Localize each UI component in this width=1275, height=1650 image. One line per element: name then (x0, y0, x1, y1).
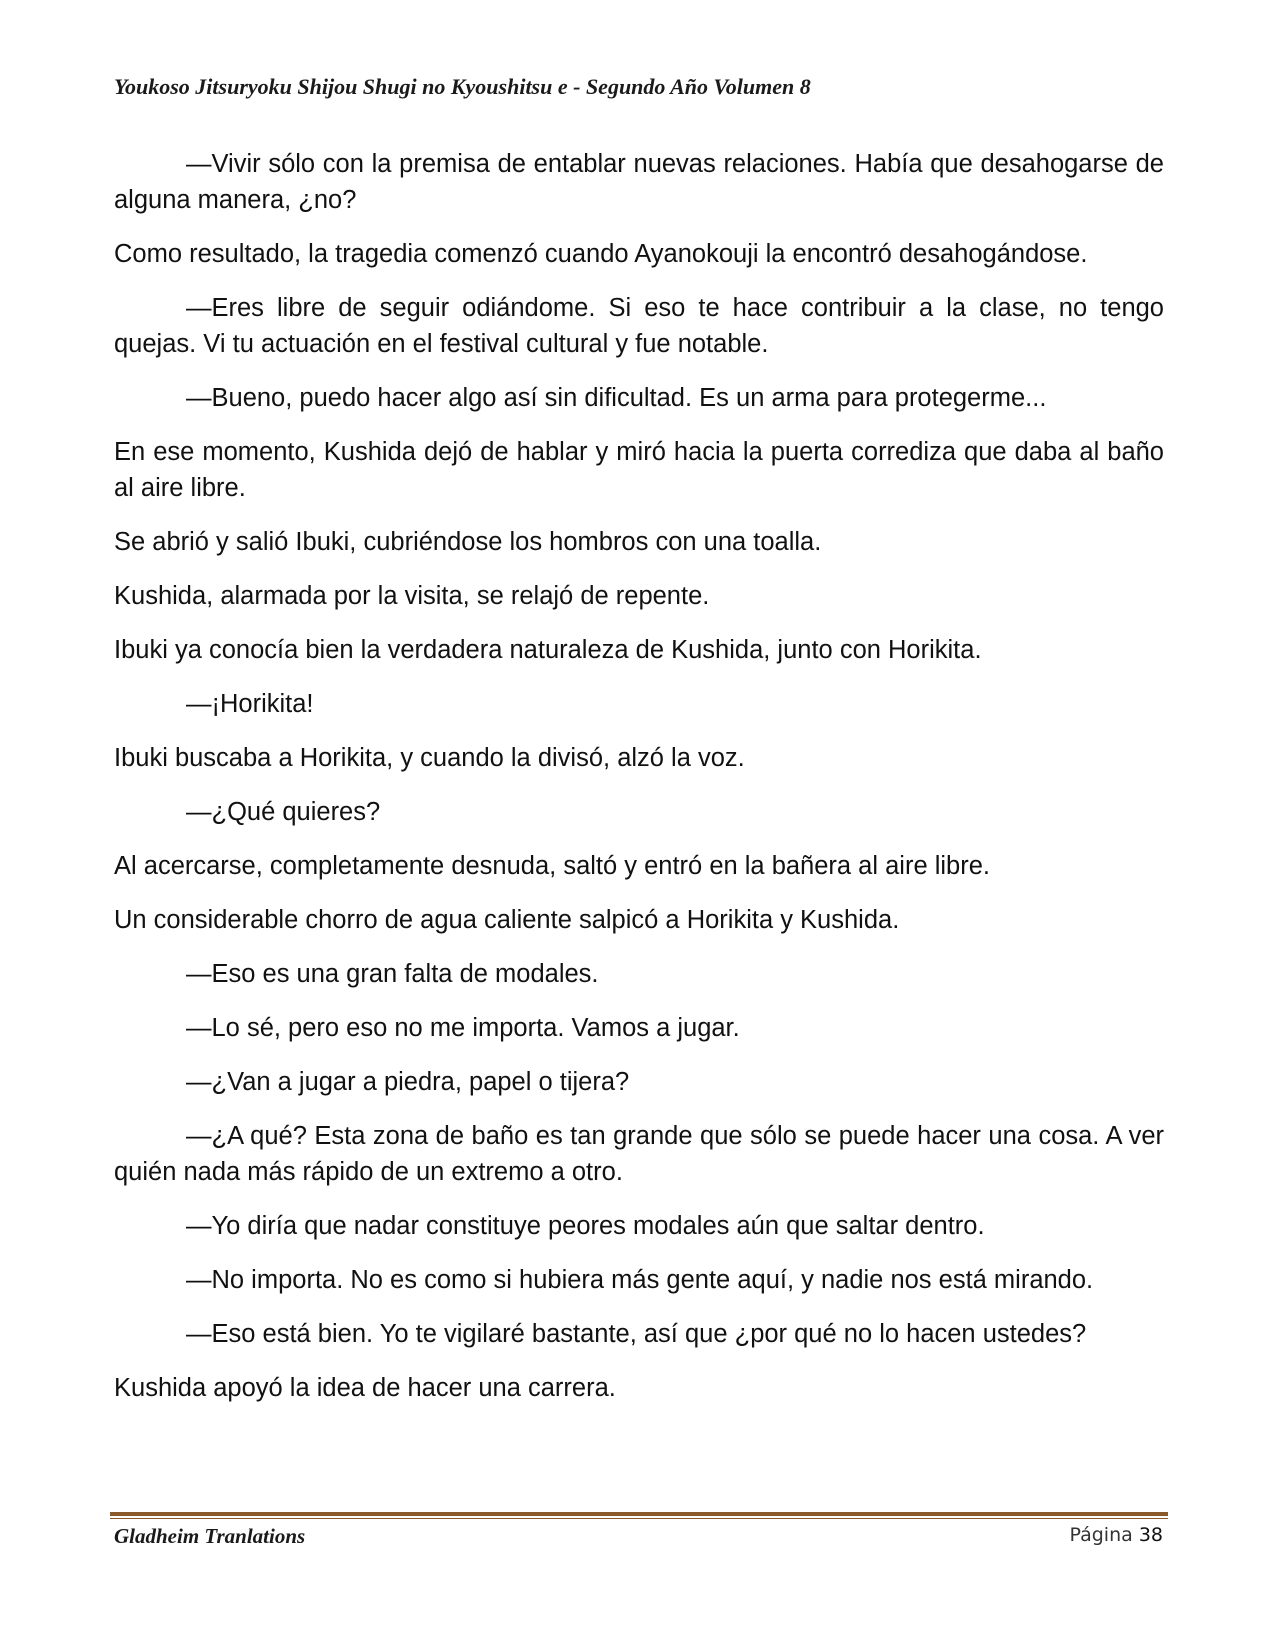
paragraph: —Eso está bien. Yo te vigilaré bastante, así que ¿por qué no lo hacen ustedes? (186, 1320, 1087, 1348)
paragraph: —¿Van a jugar a piedra, papel o tijera? (186, 1068, 630, 1096)
paragraph: —Bueno, puedo hacer algo así sin dificultad. Es un arma para protegerme... (186, 384, 1047, 412)
footer-credit: Gladheim Tranlations (114, 1524, 306, 1548)
paragraph: Kushida, alarmada por la visita, se relajó de repente. (114, 582, 710, 610)
paragraph: Ibuki buscaba a Horikita, y cuando la divisó, alzó la voz. (114, 744, 745, 772)
page-body (114, 146, 1164, 1424)
page-number: 38 (1138, 1524, 1163, 1546)
paragraph: Un considerable chorro de agua caliente salpicó a Horikita y Kushida. (114, 906, 900, 934)
footer-divider-thick (110, 1512, 1168, 1516)
page-header-title: Youkoso Jitsuryoku Shijou Shugi no Kyoushitsu e - Segundo Año Volumen 8 (114, 74, 811, 99)
paragraph: —¿Qué quieres? (186, 798, 381, 826)
paragraph: Se abrió y salió Ibuki, cubriéndose los hombros con una toalla. (114, 528, 822, 556)
paragraph: —¡Horikita! (186, 690, 314, 718)
paragraph: —Lo sé, pero eso no me importa. Vamos a jugar. (186, 1014, 740, 1042)
paragraph: —Eso es una gran falta de modales. (186, 960, 599, 988)
paragraph: —Vivir sólo con la premisa de entablar nuevas relaciones. Había que desahogarse de alguna manera, ¿no? (114, 150, 1164, 214)
paragraph: En ese momento, Kushida dejó de hablar y miró hacia la puerta corrediza que daba al baño al aire libre. (114, 438, 1164, 502)
page-number-block (1069, 1524, 1163, 1546)
paragraph: —Yo diría que nadar constituye peores modales aún que saltar dentro. (186, 1212, 985, 1240)
paragraph: Al acercarse, completamente desnuda, saltó y entró en la bañera al aire libre. (114, 852, 990, 880)
paragraph: —¿A qué? Esta zona de baño es tan grande que sólo se puede hacer una cosa. A ver quién nada más rápido de un extremo a otro. (114, 1122, 1164, 1186)
paragraph: Kushida apoyó la idea de hacer una carrera. (114, 1374, 616, 1402)
footer-divider-thin (110, 1518, 1168, 1519)
paragraph: —Eres libre de seguir odiándome. Si eso te hace contribuir a la clase, no tengo quejas. Vi tu actuación en el festival cultural y fue notable. (114, 294, 1164, 358)
paragraph: Ibuki ya conocía bien la verdadera naturaleza de Kushida, junto con Horikita. (114, 636, 982, 664)
paragraph: Como resultado, la tragedia comenzó cuando Ayanokouji la encontró desahogándose. (114, 240, 1088, 268)
paragraph: —No importa. No es como si hubiera más gente aquí, y nadie nos está mirando. (186, 1266, 1094, 1294)
page-label: Página (1069, 1524, 1133, 1546)
